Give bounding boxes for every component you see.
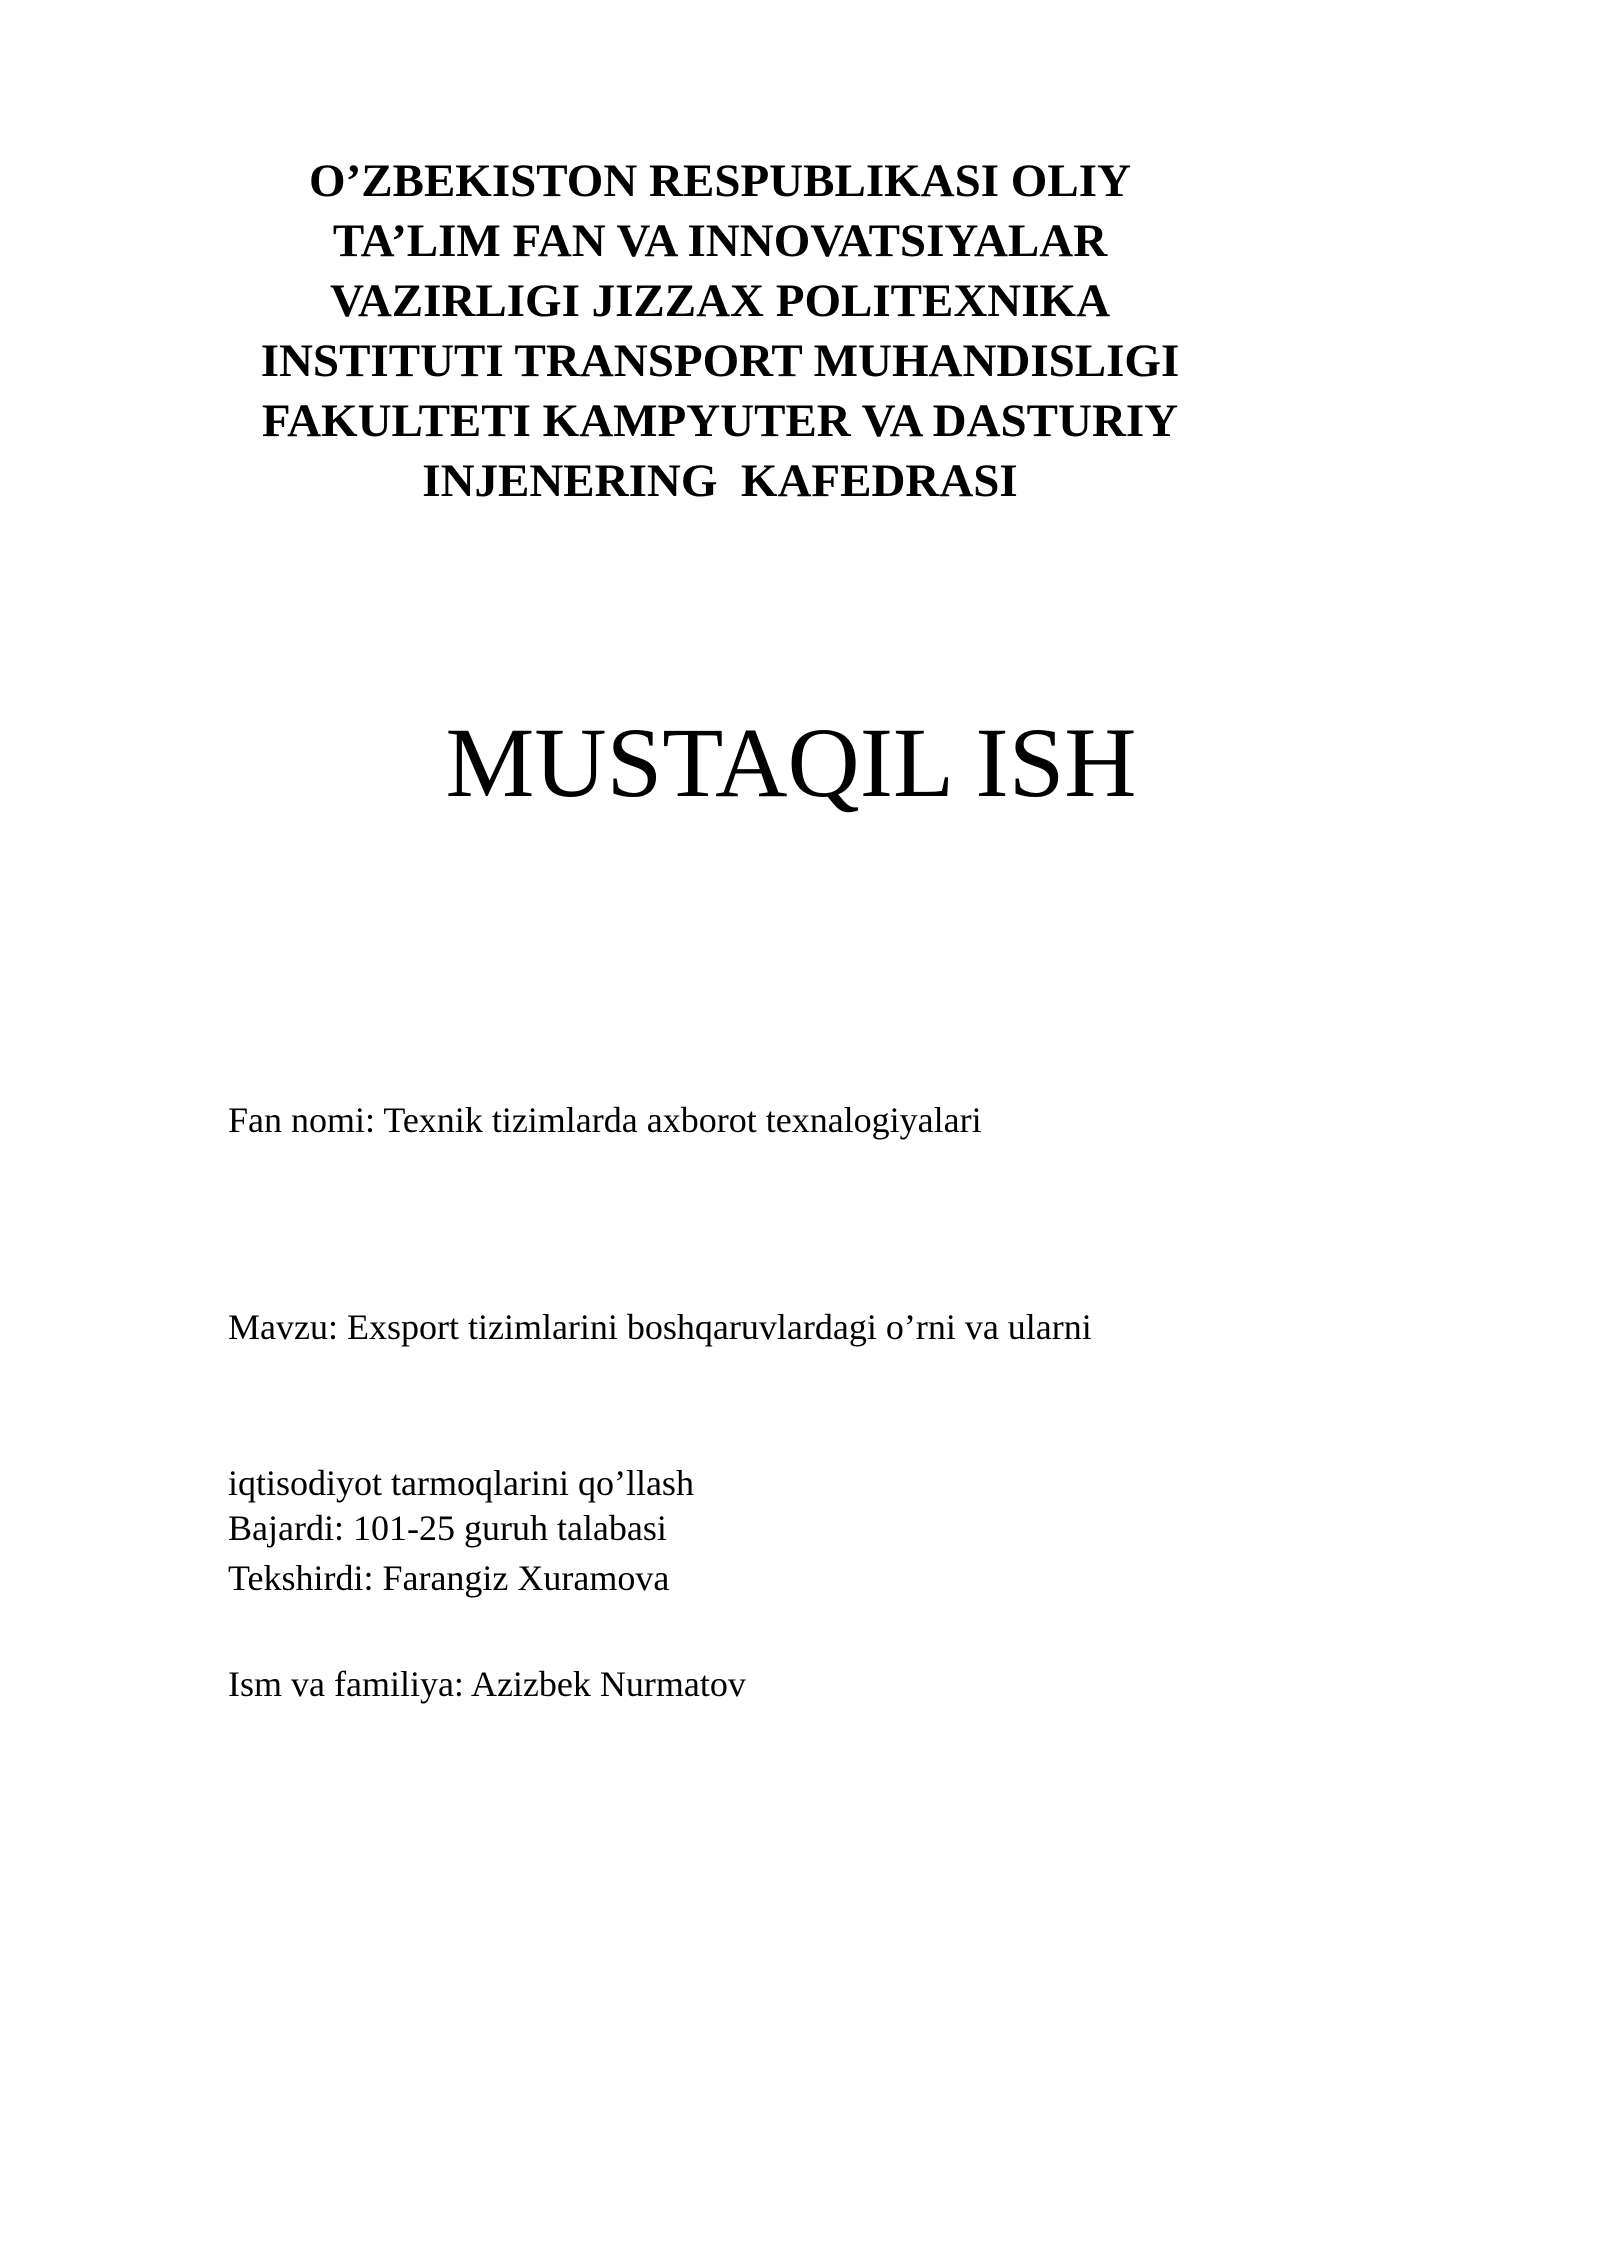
reviewer-line: Tekshirdi: Farangiz Xuramova — [228, 1558, 670, 1598]
institution-header-line: VAZIRLIGI JIZZAX POLITEXNIKA — [329, 275, 1111, 327]
institution-header-line: INSTITUTI TRANSPORT MUHANDISLIGI — [260, 335, 1180, 387]
topic-line-1: Mavzu: Exsport tizimlarini boshqaruvlardagi o’rni va ularni — [228, 1307, 1092, 1347]
student-name-line: Ism va familiya: Azizbek Nurmatov — [228, 1664, 746, 1704]
institution-header — [228, 151, 1212, 511]
institution-header-line: FAKULTETI KAMPYUTER VA DASTURIY — [261, 395, 1179, 447]
institution-header-line: TA’LIM FAN VA INNOVATSIYALAR — [332, 215, 1108, 267]
topic-line-2: iqtisodiyot tarmoqlarini qo’llash — [228, 1463, 694, 1503]
student-group-line: Bajardi: 101-25 guruh talabasi — [228, 1508, 667, 1548]
institution-header-line: INJENERING KAFEDRASI — [422, 455, 1018, 507]
institution-header-line: O’ZBEKISTON RESPUBLIKASI OLIY — [309, 155, 1131, 207]
student-block — [228, 1398, 746, 1814]
course-name-line: Fan nomi: Texnik tizimlarda axborot texnalogiyalari — [228, 1100, 982, 1140]
document-title: MUSTAQIL ISH — [445, 707, 1137, 818]
